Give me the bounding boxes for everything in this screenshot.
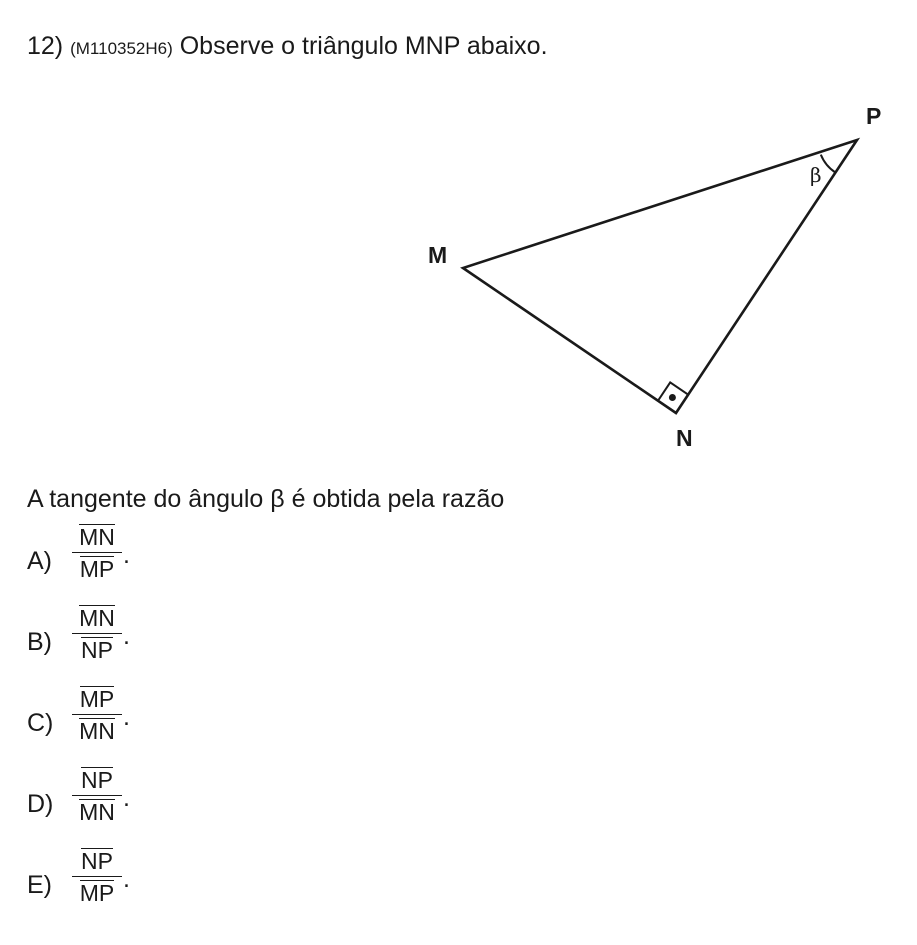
triangle-mnp — [463, 140, 857, 413]
option-d[interactable] — [27, 767, 427, 848]
segment-mp: MP — [79, 880, 115, 906]
option-letter: D) — [27, 790, 54, 818]
fraction-denominator — [72, 880, 122, 906]
option-period: . — [123, 541, 130, 569]
segment-mn: MN — [79, 605, 115, 631]
fraction — [72, 767, 122, 825]
option-letter: B) — [27, 628, 52, 656]
fraction-denominator — [72, 718, 122, 744]
option-period: . — [123, 784, 130, 812]
option-letter: C) — [27, 709, 54, 737]
fraction-numerator — [72, 686, 122, 712]
segment-mn: MN — [79, 718, 115, 744]
segment-np: NP — [81, 637, 113, 663]
option-b[interactable] — [27, 605, 427, 686]
question-number: 12) — [27, 32, 64, 60]
fraction-denominator — [72, 556, 122, 582]
segment-np: NP — [81, 848, 113, 874]
option-a[interactable] — [27, 524, 427, 605]
question-prompt: A tangente do ângulo β é obtida pela razão — [27, 485, 505, 513]
option-period: . — [123, 703, 130, 731]
fraction-bar — [72, 552, 122, 553]
fraction-numerator — [72, 524, 122, 550]
segment-mn: MN — [79, 799, 115, 825]
question-statement: Observe o triângulo MNP abaixo. — [179, 32, 548, 60]
fraction-numerator — [72, 767, 122, 793]
segment-mp: MP — [79, 686, 115, 712]
fraction-bar — [72, 633, 122, 634]
segment-mp: MP — [79, 556, 115, 582]
angle-beta-label: β — [810, 163, 822, 187]
question-code: (M110352H6) — [70, 39, 173, 58]
fraction — [72, 686, 122, 744]
segment-np: NP — [81, 767, 113, 793]
option-letter: A) — [27, 547, 52, 575]
fraction-numerator — [72, 848, 122, 874]
fraction-bar — [72, 876, 122, 877]
fraction-bar — [72, 714, 122, 715]
option-letter: E) — [27, 871, 52, 899]
fraction-numerator — [72, 605, 122, 631]
option-period: . — [123, 622, 130, 650]
fraction — [72, 848, 122, 906]
segment-mn: MN — [79, 524, 115, 550]
vertex-label-p: P — [866, 103, 882, 129]
right-angle-dot — [669, 394, 676, 401]
vertex-label-n: N — [676, 425, 693, 451]
fraction-denominator — [72, 637, 122, 663]
fraction-denominator — [72, 799, 122, 825]
option-e[interactable] — [27, 848, 427, 929]
angle-beta-arc — [821, 155, 836, 173]
option-period: . — [123, 865, 130, 893]
vertex-label-m: M — [428, 242, 448, 268]
fraction — [72, 605, 122, 663]
option-c[interactable] — [27, 686, 427, 767]
answer-options — [27, 524, 427, 929]
fraction-bar — [72, 795, 122, 796]
fraction — [72, 524, 122, 582]
